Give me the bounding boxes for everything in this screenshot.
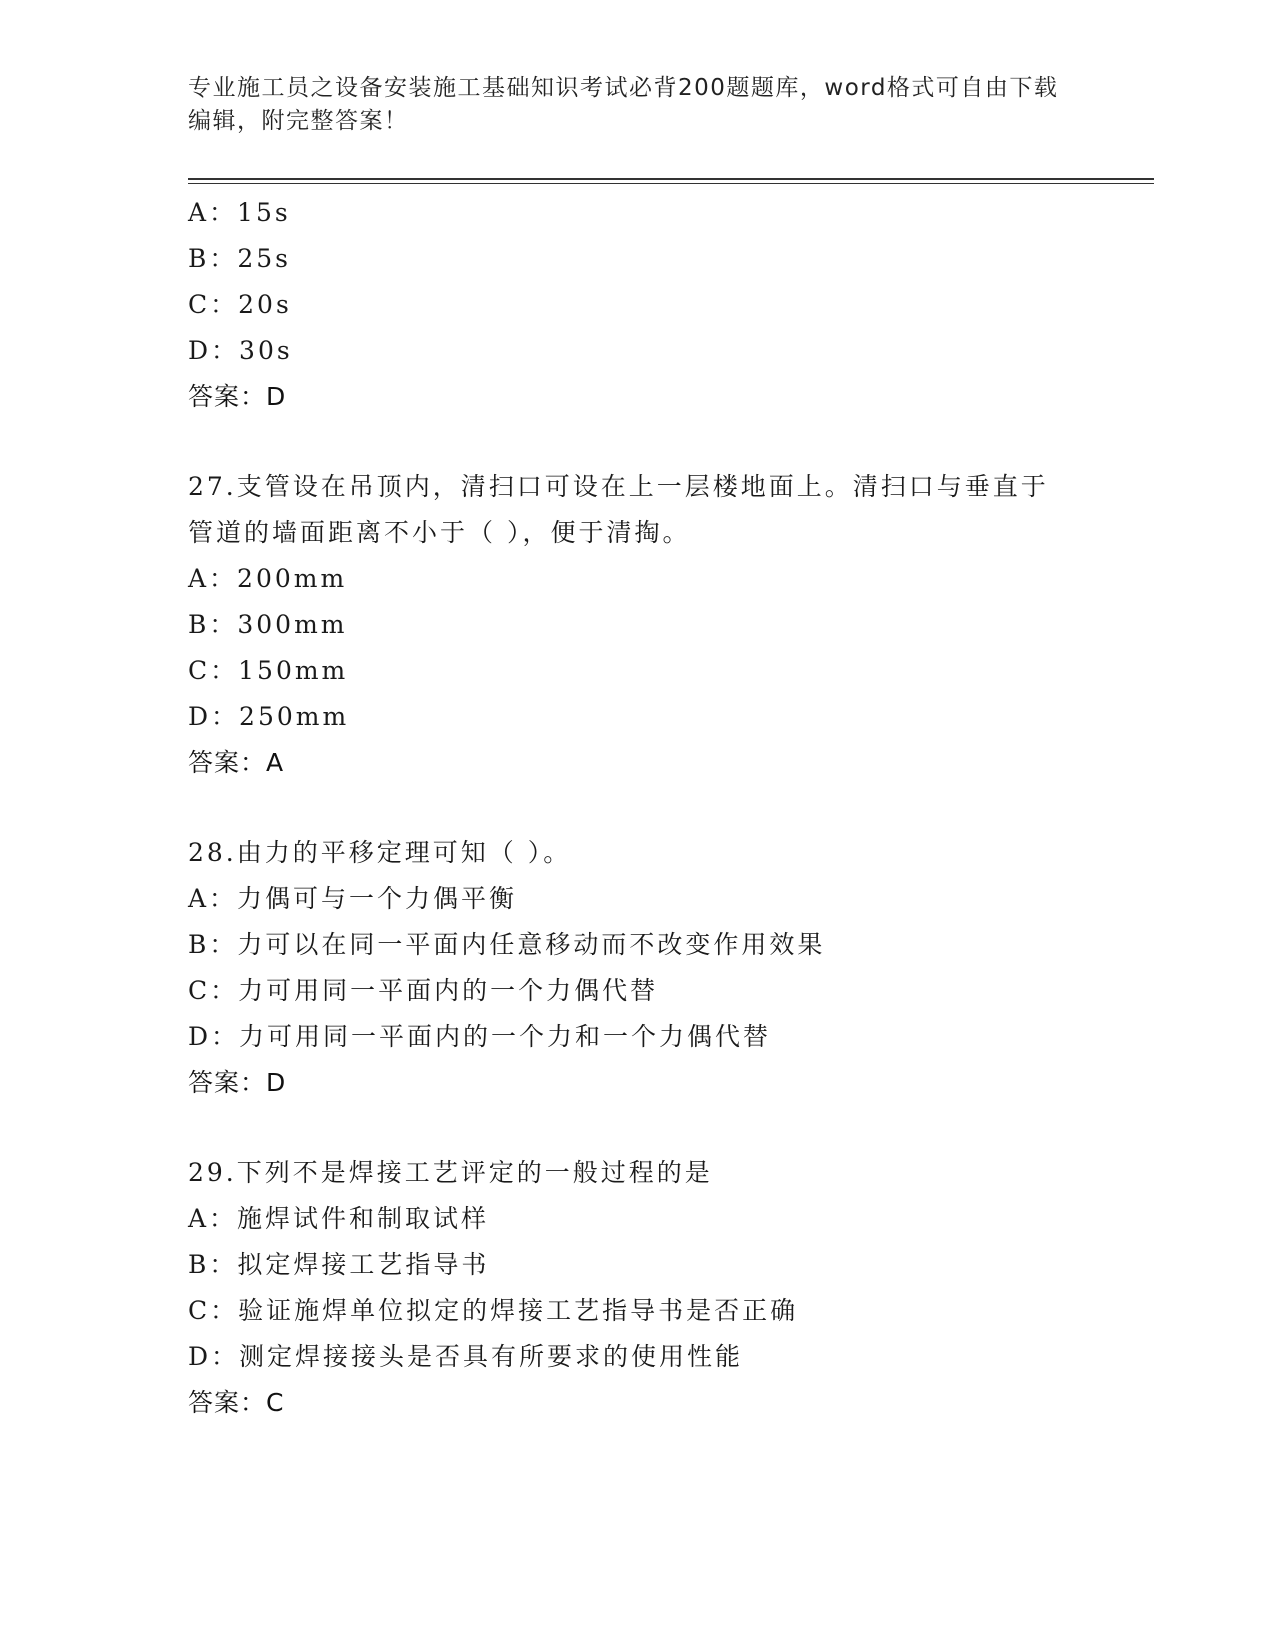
- question-27: [188, 464, 1088, 786]
- header-divider-thin: [188, 183, 1154, 184]
- option-b: B：拟定焊接工艺指导书: [188, 1250, 490, 1279]
- option-d: D：力可用同一平面内的一个力和一个力偶代替: [188, 1022, 772, 1051]
- option-b: B：力可以在同一平面内任意移动而不改变作用效果: [188, 930, 826, 959]
- option-b: B：300mm: [188, 610, 348, 639]
- header-divider-thick: [188, 178, 1154, 180]
- question-stem-line-1: 29.下列不是焊接工艺评定的一般过程的是: [188, 1158, 713, 1187]
- option-a: A：200mm: [188, 564, 348, 593]
- option-c: C：验证施焊单位拟定的焊接工艺指导书是否正确: [188, 1296, 799, 1325]
- option-d: D：250mm: [188, 702, 350, 731]
- answer-line: 答案：C: [188, 1388, 285, 1417]
- option-c: C：20s: [188, 290, 292, 319]
- question-26: [188, 190, 1088, 420]
- question-list: [188, 190, 1088, 1426]
- question-spacer: [188, 786, 1088, 830]
- header-line-2: 编辑，附完整答案！: [188, 108, 409, 134]
- option-c: C：力可用同一平面内的一个力偶代替: [188, 976, 659, 1005]
- option-a: A：15s: [188, 198, 291, 227]
- question-stem-line-2: 管道的墙面距离不小于（ ），便于清掏。: [188, 518, 691, 547]
- option-b: B：25s: [188, 244, 292, 273]
- option-d: D：30s: [188, 336, 293, 365]
- answer-line: 答案：D: [188, 382, 287, 411]
- answer-line: 答案：D: [188, 1068, 287, 1097]
- option-c: C：150mm: [188, 656, 349, 685]
- option-a: A：力偶可与一个力偶平衡: [188, 884, 518, 913]
- question-29: [188, 1150, 1088, 1426]
- question-stem-line-1: 28.由力的平移定理可知（ ）。: [188, 838, 572, 867]
- question-stem-line-1: 27.支管设在吊顶内，清扫口可设在上一层楼地面上。清扫口与垂直于: [188, 472, 1049, 501]
- question-28: [188, 830, 1088, 1106]
- header-line-1: 专业施工员之设备安装施工基础知识考试必背200题题库，word格式可自由下载: [188, 75, 1059, 101]
- answer-line: 答案：A: [188, 748, 285, 777]
- question-spacer: [188, 420, 1088, 464]
- question-spacer: [188, 1106, 1088, 1150]
- option-a: A：施焊试件和制取试样: [188, 1204, 490, 1233]
- page-header: [188, 72, 1088, 138]
- option-d: D：测定焊接接头是否具有所要求的使用性能: [188, 1342, 744, 1371]
